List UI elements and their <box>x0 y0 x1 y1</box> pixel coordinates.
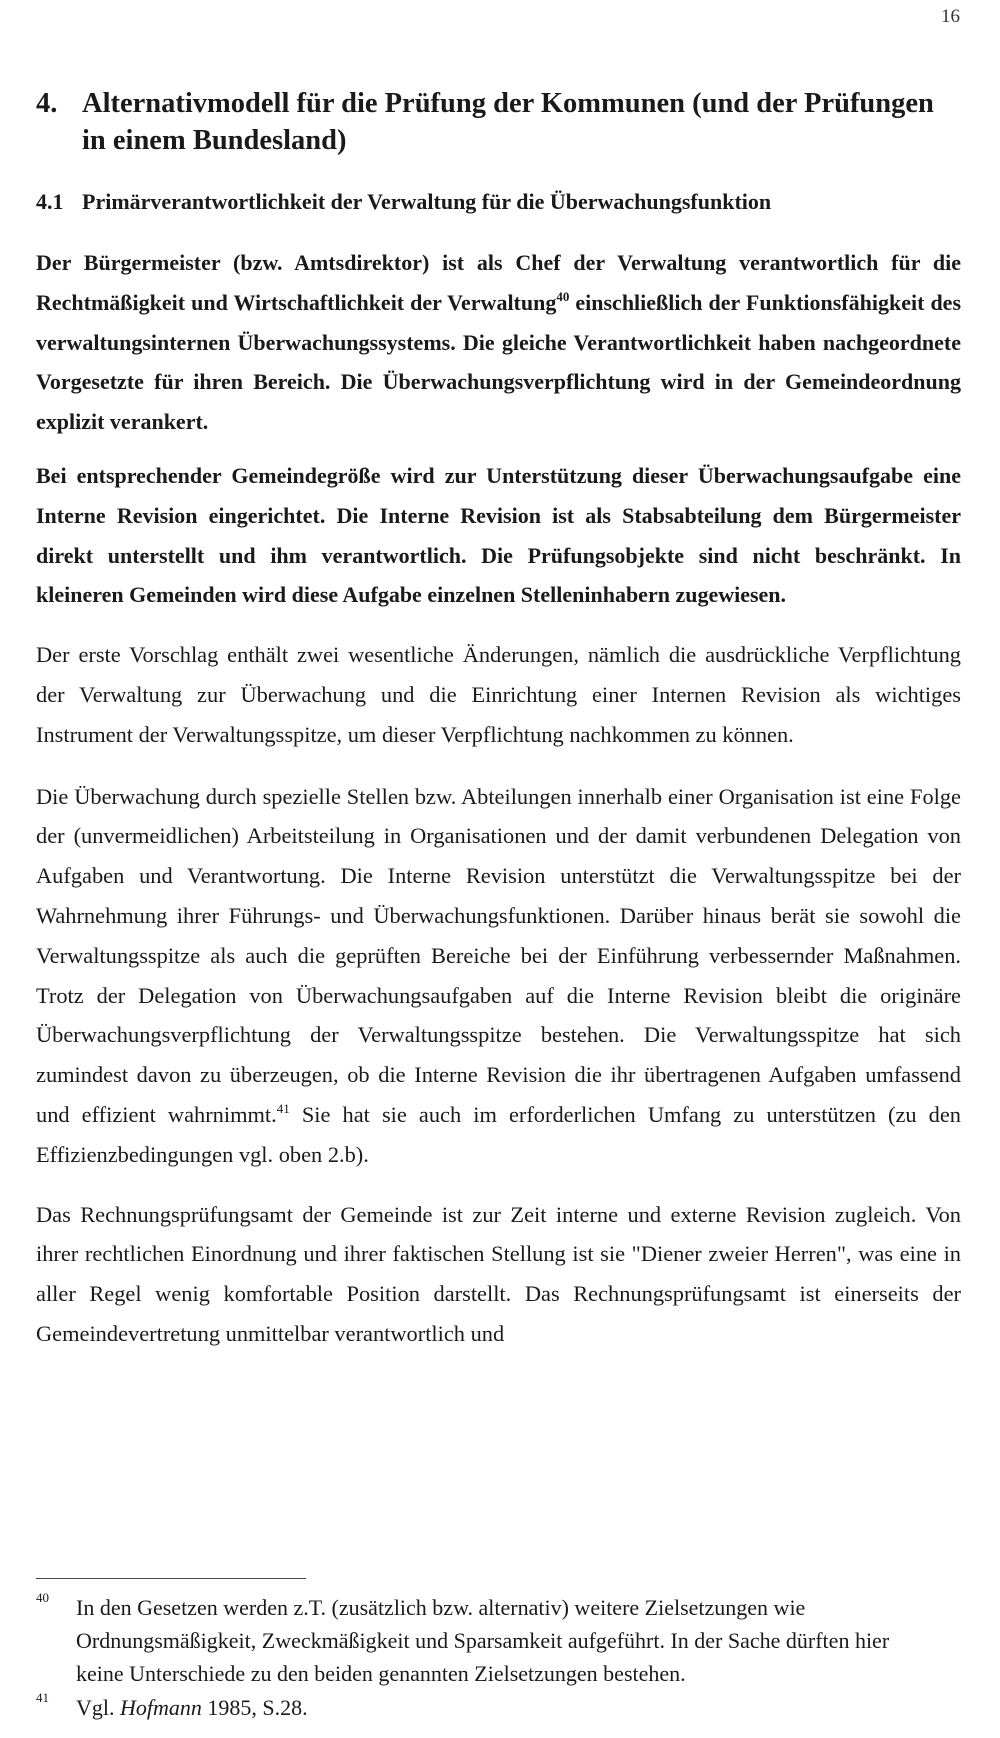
footnote-divider <box>36 1578 306 1579</box>
paragraph-2: Bei entsprechender Gemeindegröße wird zur Unterstützung dieser Überwachungsaufgabe eine Interne Revision eingerichtet. Die Interne Revision ist als Stabsabteilung dem Bürgermeister direkt unterstellt und ihm verantwortlich. Die Prüfungsobjekte sind nicht beschränkt. In kleineren Gemeinden wird diese Aufgabe einzelnen Stelleninhabern zugewiesen. <box>36 462 961 608</box>
footnote-suffix: 1985, S.28. <box>201 1695 308 1720</box>
footnote-41 <box>36 1691 936 1724</box>
footnote-author: Hofmann <box>120 1695 202 1720</box>
footnote-ref-41[interactable]: 41 <box>276 1100 290 1116</box>
footnote-prefix: Vgl. <box>76 1695 120 1720</box>
footnote-mark: 41 <box>36 1690 49 1705</box>
footnote-text: In den Gesetzen werden z.T. (zusätzlich bzw. alternativ) weitere Zielsetzungen wie Ordnungsmäßigkeit, Zweckmäßigkeit und Sparsamkeit aufgeführt. In der Sache dürften hier keine Unterschiede zu den beiden genannten Zielsetzungen bestehen. <box>76 1595 890 1686</box>
paragraph-4 <box>36 777 961 1175</box>
main-content <box>36 85 961 1354</box>
subsection-heading <box>36 187 961 217</box>
paragraph-5: Das Rechnungsprüfungsamt der Gemeinde ist zur Zeit interne und externe Revision zugleich. Von ihrer rechtlichen Einordnung und ihrer faktischen Stellung ist sie "Diener zweier Herren", was eine in aller Regel wenig komfortable Position darstellt. Das Rechnungsprüfungsamt ist einerseits der Gemeindevertretung unmittelbar verantwortlich und <box>36 1201 961 1346</box>
footnote-text <box>76 1691 936 1724</box>
section-title: Alternativmodell für die Prüfung der Kommunen (und der Prüfungen in einem Bundesland) <box>82 88 934 156</box>
footnote-40 <box>36 1591 936 1690</box>
paragraph-1-text-b: einschließlich der Funktionsfähigkeit des verwaltungsinternen Überwachungssystems. Die gleiche Verantwortlichkeit haben nachgeordnete Vorgesetzte für ihren Bereich. Die Überwachungsverpflichtung wird in der Gemeindeordnung explizit verankert. <box>36 289 962 435</box>
subsection-title: Primärverantwortlichkeit der Verwaltung für die Überwachungsfunktion <box>82 189 772 214</box>
subsection-number: 4.1 <box>36 189 64 214</box>
paragraph-1-text-a: Der Bürgermeister (bzw. Amtsdirektor) ist als Chef der Verwaltung verantwortlich für die Rechtmäßigkeit und Wirtschaftlichkeit der Verwaltung <box>36 250 961 315</box>
section-number: 4. <box>36 88 58 119</box>
paragraph-3: Der erste Vorschlag enthält zwei wesentliche Änderungen, nämlich die ausdrückliche Verpflichtung der Verwaltung zur Überwachung und die Einrichtung einer Internen Revision als wichtiges Instrument der Verwaltungsspitze, um dieser Verpflichtung nachkommen zu können. <box>36 642 961 747</box>
paragraph-1 <box>36 243 961 442</box>
paragraph-4-text-a: Die Überwachung durch spezielle Stellen bzw. Abteilungen innerhalb einer Organisation ist eine Folge der (unvermeidlichen) Arbeitsteilung in Organisationen und der damit verbundenen Delegation von Aufgaben und Verantwortung. Die Interne Revision unterstützt die Verwaltungsspitze bei der Wahrnehmung ihrer Führungs- und Überwachungsfunktionen. Darüber hinaus berät sie sowohl die Verwaltungsspitze als auch die geprüften Bereiche bei der Einführung verbessernder Maßnahmen. Trotz der Delegation von Überwachungsaufgaben auf die Interne Revision bleibt die originäre Überwachungsverpflichtung der Verwaltungsspitze bestehen. Die Verwaltungsspitze hat sich zumindest davon zu überzeugen, ob die Interne Revision die ihr übertragenen Aufgaben umfassend und effizient wahrnimmt. <box>36 783 961 1127</box>
paragraph-4-text-b: Sie hat sie auch im erforderlichen Umfang zu unterstützen (zu den Effizienzbedingungen vgl. oben 2.b). <box>36 1101 961 1167</box>
footnote-mark: 40 <box>36 1590 49 1605</box>
footnote-ref-40[interactable]: 40 <box>556 288 570 304</box>
page-number: 16 <box>941 6 960 27</box>
section-heading <box>36 85 961 159</box>
